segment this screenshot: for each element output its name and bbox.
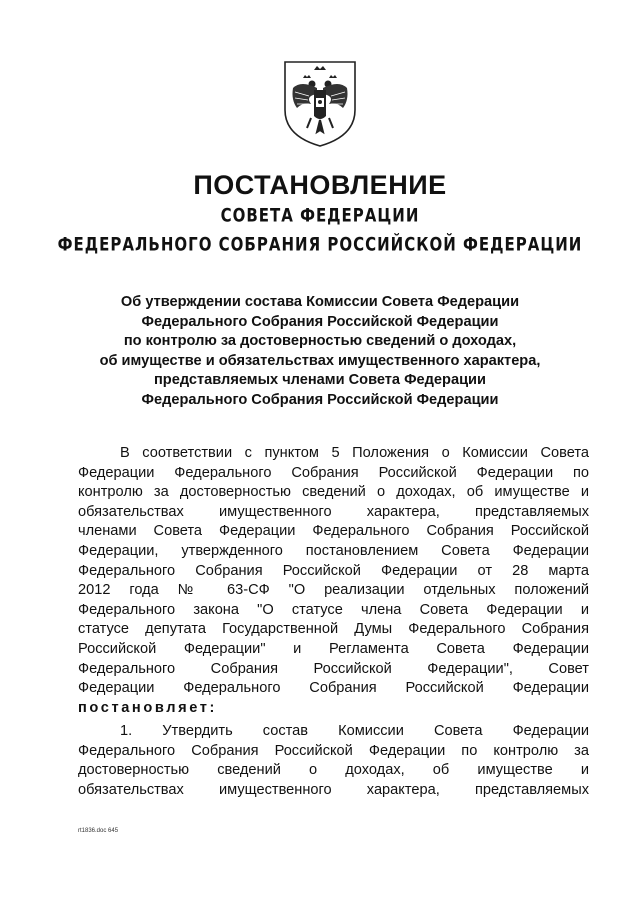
- issuing-body-line-2: ФЕДЕРАЛЬНОГО СОБРАНИЯ РОССИЙСКОЙ ФЕДЕРАЦИИ: [57, 232, 583, 256]
- text-line: Федерации Федерального Собрания Российской Федерации по: [78, 464, 589, 481]
- text-line: 2012 года № 63-СФ "О реализации отдельных положений: [78, 582, 589, 599]
- text-line: Федерации, утвержденного постановлением Совета Федерации: [78, 542, 589, 559]
- resolves-line: [78, 699, 589, 719]
- text-line: обязательствах имущественного характера, представляемых: [78, 781, 589, 798]
- coat-of-arms-icon: [281, 58, 359, 148]
- heading-line: по контролю за достоверностью сведений о доходах,: [123, 333, 517, 349]
- text-line: Российской Федерации" и Регламента Совета Федерации: [78, 640, 589, 657]
- text-line: В соответствии с пунктом 5 Положения о Комиссии Совета: [120, 445, 589, 461]
- text-line: контролю за достоверностью сведений о доходах, об имуществе и: [78, 484, 589, 501]
- text-line: Федерального Собрания Российской Федерации от 28 марта: [78, 562, 589, 579]
- document-title: ПОСТАНОВЛЕНИЕ: [193, 170, 447, 200]
- heading-line: Федерального Собрания Российской Федерации: [141, 313, 499, 330]
- text-line: достоверностью сведений о доходах, об имуществе и: [78, 762, 589, 779]
- text-line: Федерации Федерального Собрания Российской Федерации: [78, 680, 589, 697]
- text-line: 1. Утвердить состав Комиссии Совета Федерации: [120, 723, 589, 739]
- text-line: обязательствах имущественного характера, представляемых: [78, 503, 589, 520]
- text-line: Федерального Собрания Российской Федерации по контролю за: [78, 742, 589, 759]
- text-line: Федерального закона "О статусе члена Совета Федерации и: [78, 601, 589, 618]
- resolution-subject-heading: [60, 293, 580, 410]
- text-line: членами Совета Федерации Федерального Собрания Российской: [78, 523, 589, 540]
- issuing-body-line-1: СОВЕТА ФЕДЕРАЦИИ: [220, 203, 420, 227]
- document-file-reference: rt1836.doc 645: [78, 828, 119, 834]
- clause-1-paragraph: [78, 722, 589, 800]
- heading-line: Об утверждении состава Комиссии Совета Федерации: [120, 294, 520, 310]
- heading-line: об имуществе и обязательствах имущественного характера,: [99, 352, 541, 369]
- heading-line: Федерального Собрания Российской Федерации: [141, 391, 499, 408]
- text-line: статусе депутата Государственной Думы Федерального Собрания: [78, 621, 589, 638]
- preamble-paragraph: [78, 444, 589, 718]
- heading-line: представляемых членами Совета Федерации: [153, 372, 486, 388]
- resolves-keyword: постановляет:: [78, 699, 217, 716]
- text-line: Федерального Собрания Российской Федерации", Совет: [78, 660, 589, 677]
